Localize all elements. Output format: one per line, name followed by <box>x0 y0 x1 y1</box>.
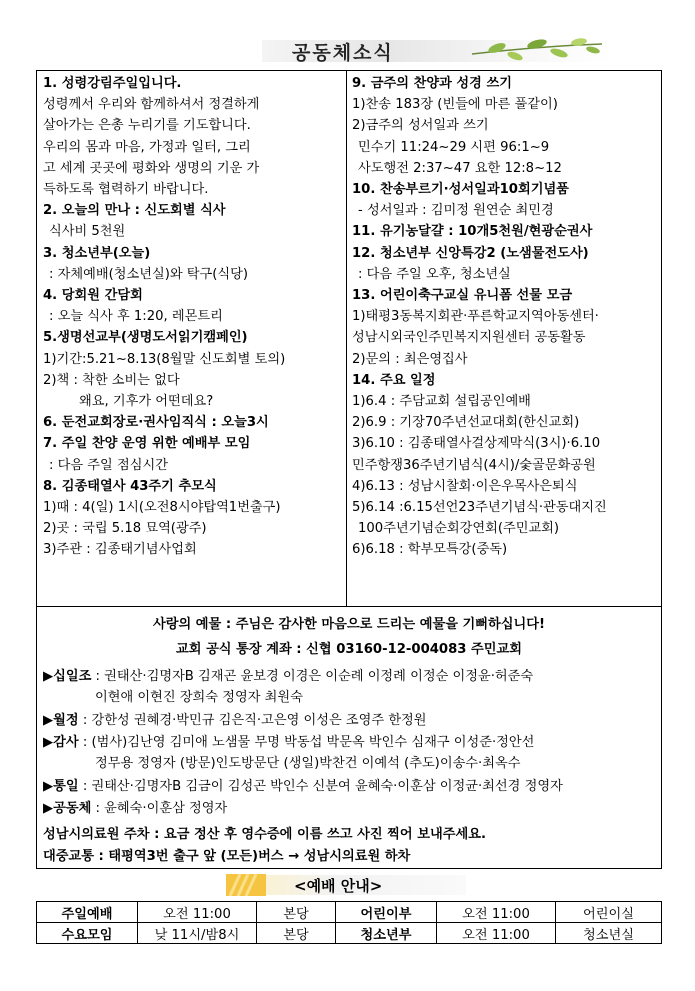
monthly-row <box>43 709 427 728</box>
account-info: 교회 공식 통장 계좌 : 신협 03160-12-004083 주민교회 <box>176 642 522 657</box>
news-line: 13. 어린이축구교실 유니폼 선물 모금 <box>352 288 573 304</box>
table-row <box>37 902 662 923</box>
news-line: 5)6.14 :6.15선언23주년기념식·관동대지진 <box>352 500 607 516</box>
news-line: 7. 주일 찬양 운영 위한 예배부 모임 <box>43 436 251 452</box>
unity-label: ▶통일 <box>43 779 79 794</box>
news-line: 9. 금주의 찬양과 성경 쓰기 <box>352 76 512 91</box>
news-line: 6)6.18 : 학부모특강(중독) <box>352 542 508 558</box>
news-line: 성남시외국인주민복지지원센터 공동활동 <box>352 330 586 346</box>
community-names: : 윤혜숙·이훈삼 정영자 <box>91 801 228 816</box>
thanks-names-cont: 정무용 정영자 (방문)인도방문단 (생일)박찬건 이예석 (추도)이송수·최옥수 <box>95 756 521 771</box>
transit-notice: 대중교통 : 태평역3번 출구 앞 (모든)버스 → 성남시의료원 하차 <box>43 849 411 864</box>
news-line: 2)6.9 : 기장70주년선교대회(한신교회) <box>352 415 580 431</box>
service-time: 낮 11시/밤8시 <box>138 923 257 944</box>
service-name: 어린이부 <box>336 902 437 923</box>
news-line: 12. 청소년부 신앙특강2 (노샘물전도사) <box>352 245 589 261</box>
news-line: 1)때 : 4(일) 1시(오전8시야탑역1번출구) <box>43 500 281 516</box>
page-title: 공동체소식 <box>292 42 394 64</box>
news-line: 1)찬송 183장 (빈들에 마른 풀같이) <box>352 97 558 113</box>
news-line: : 다음 주일 점심시간 <box>49 457 168 473</box>
monthly-label: ▶월정 <box>43 713 79 728</box>
news-line: 민수기 11:24~29 시편 96:1~9 <box>358 139 550 155</box>
parking-notice: 성남시의료원 주차 : 요금 정산 후 영수증에 이름 쓰고 사진 찍어 보내주세요. <box>43 827 486 842</box>
news-line: 살아가는 은총 누리기를 기도합니다. <box>43 118 251 134</box>
service-name: 수요모임 <box>37 923 138 944</box>
news-line: 1)기간:5.21~8.13(8월말 신도회별 토의) <box>43 351 286 367</box>
news-line: 식사비 5천원 <box>49 224 126 240</box>
service-place: 어린이실 <box>556 902 662 923</box>
service-name: 주일예배 <box>37 902 138 923</box>
news-line: 2)금주의 성서일과 쓰기 <box>352 118 489 134</box>
left-news-column <box>43 73 341 561</box>
news-line: 왜요, 기후가 어떤데요? <box>79 394 214 410</box>
news-line: 4. 당회원 간담회 <box>43 288 143 304</box>
tithe-row <box>43 665 533 684</box>
right-news-column <box>352 73 658 561</box>
community-label: ▶공동체 <box>43 801 92 816</box>
news-line: 2)문의 : 최은영집사 <box>352 351 468 367</box>
news-line: 2)곳 : 국립 5.18 묘역(광주) <box>43 521 207 537</box>
offering-section <box>36 607 662 869</box>
news-line: 민주항쟁36주년기념식(4시)/숯골문화공원 <box>352 457 596 473</box>
news-line: 2. 오늘의 만나 : 신도회별 식사 <box>43 203 226 219</box>
news-line: 성령께서 우리와 함께하셔서 정결하게 <box>43 97 260 113</box>
offering-intro: 사랑의 예물 : 주님은 감사한 마음으로 드리는 예물을 기뻐하십니다! <box>153 617 545 632</box>
page-title-banner <box>262 36 612 66</box>
news-line: 3)주관 : 김종태기념사업회 <box>43 542 197 558</box>
news-line: 고 세계 곳곳에 평화와 생명의 기운 가 <box>43 160 260 176</box>
tithe-label: ▶십일조 <box>43 669 92 684</box>
news-line: 2)책 : 착한 소비는 없다 <box>43 372 180 388</box>
worship-guide-title: <예배 안내> <box>294 877 383 895</box>
news-line: 8. 김종태열사 43주기 추모식 <box>43 478 217 494</box>
service-place: 본당 <box>257 923 336 944</box>
service-time: 오전 11:00 <box>437 902 556 923</box>
sunburst-icon <box>226 874 266 896</box>
tithe-names: : 권태산·김명자B 김재곤 윤보경 이경은 이순례 이정례 이정순 이정윤·허준숙 <box>91 669 534 684</box>
leaf-decoration-icon <box>467 36 607 66</box>
news-line: : 오늘 식사 후 1:20, 레몬트리 <box>49 309 223 325</box>
news-line: 우리의 몸과 마음, 가정과 일터, 그리 <box>43 139 251 155</box>
table-row <box>37 923 662 944</box>
news-line: 사도행전 2:37~47 요한 12:8~12 <box>358 160 562 176</box>
news-line: 100주년기념순회강연회(주민교회) <box>358 521 560 537</box>
news-line: 4)6.13 : 성남시찰회·이은우목사은퇴식 <box>352 478 578 494</box>
thanks-label: ▶감사 <box>43 735 79 750</box>
monthly-names: : 강한성 권혜경·박민규 김은직·고은영 이성은 조영주 한정원 <box>78 713 427 728</box>
news-line: 득하도록 협력하기 바랍니다. <box>43 182 209 198</box>
news-line: 3)6.10 : 김종태열사걸상제막식(3시)·6.10 <box>352 436 601 452</box>
news-line: - 성서일과 : 김미정 원연순 최민경 <box>358 203 554 219</box>
service-place: 청소년실 <box>556 923 662 944</box>
service-place: 본당 <box>257 902 336 923</box>
news-line: 5.생명선교부(생명도서읽기캠페인) <box>43 330 248 346</box>
thanks-row <box>43 731 534 750</box>
news-line: 1. 성령강림주일입니다. <box>43 76 182 91</box>
news-frame <box>36 70 662 607</box>
thanks-names: : (범사)김난영 김미애 노샘물 무명 박동섭 박문옥 박인수 심재구 이성준·정안선 <box>78 735 535 750</box>
service-name: 청소년부 <box>336 923 437 944</box>
news-line: : 자체예배(청소년실)와 탁구(식당) <box>49 266 249 282</box>
unity-names: : 권태산·김명자B 김금이 김성곤 박인수 신분여 윤혜숙·이훈삼 이정균·최선경 정영자 <box>78 779 563 794</box>
news-line: : 다음 주일 오후, 청소년실 <box>358 266 511 282</box>
service-time: 오전 11:00 <box>437 923 556 944</box>
news-line: 1)태평3동복지회관·푸른학교지역아동센터· <box>352 309 599 325</box>
worship-schedule-table <box>36 901 662 944</box>
worship-guide-banner <box>226 872 466 898</box>
tithe-names-cont: 이현애 이현진 장희숙 정영자 최원숙 <box>95 690 303 705</box>
news-line: 1)6.4 : 주담교회 설립공인예배 <box>352 394 531 410</box>
community-row <box>43 797 227 816</box>
news-line: 3. 청소년부(오늘) <box>43 245 151 261</box>
news-line: 6. 둔전교회장로·권사임직식 : 오늘3시 <box>43 415 269 431</box>
unity-row <box>43 775 563 794</box>
service-time: 오전 11:00 <box>138 902 257 923</box>
news-line: 11. 유기농달걀 : 10개5천원/현광순권사 <box>352 224 593 240</box>
news-line: 14. 주요 일정 <box>352 372 436 388</box>
column-divider <box>346 71 347 606</box>
news-line: 10. 찬송부르기·성서일과10회기념품 <box>352 182 569 198</box>
